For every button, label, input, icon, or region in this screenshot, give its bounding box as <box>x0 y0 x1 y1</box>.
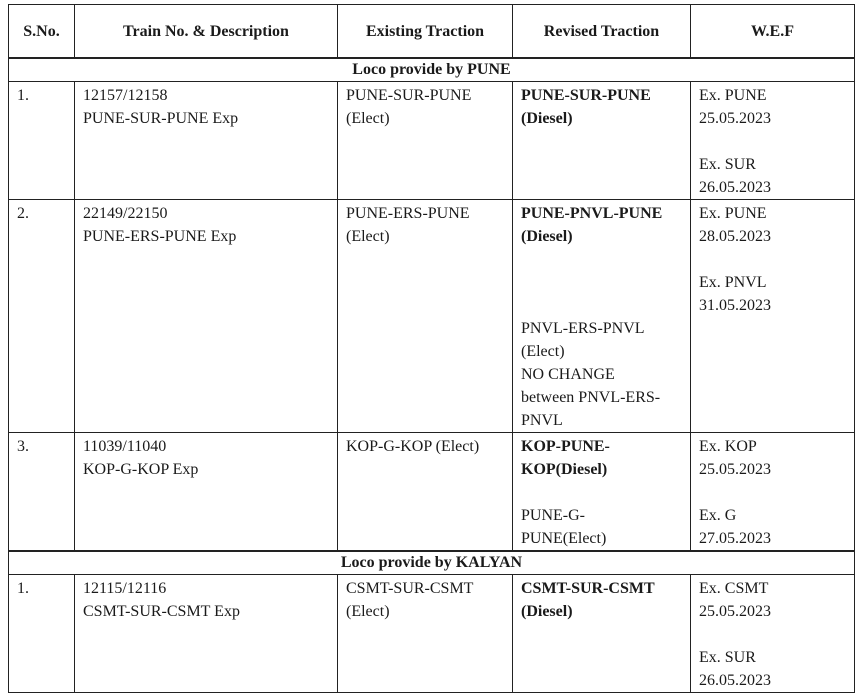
cell-existing <box>338 82 513 200</box>
wef-station-b: Ex. PNVL <box>699 274 767 291</box>
sno-text: 3. <box>17 438 29 455</box>
table-row <box>9 575 855 693</box>
header-sno: S.No. <box>9 5 75 59</box>
wef-station-a: Ex. KOP <box>699 438 757 455</box>
cell-sno <box>9 82 75 200</box>
sno-text: 1. <box>17 87 29 104</box>
section-label-pune: Loco provide by PUNE <box>9 58 855 82</box>
revised-type: (Diesel) <box>521 228 573 245</box>
existing-type: (Elect) <box>346 228 390 245</box>
revised-note: NO CHANGE <box>521 366 615 383</box>
cell-existing <box>338 200 513 433</box>
train-description: KOP-G-KOP Exp <box>83 461 199 478</box>
sno-text: 1. <box>17 580 29 597</box>
train-description: PUNE-SUR-PUNE Exp <box>83 110 239 127</box>
header-existing: Existing Traction <box>338 5 513 59</box>
cell-sno <box>9 200 75 433</box>
wef-date-b: 26.05.2023 <box>699 179 771 196</box>
wef-date-a: 25.05.2023 <box>699 110 771 127</box>
existing-route: CSMT-SUR-CSMT <box>346 580 474 597</box>
train-number: 22149/22150 <box>83 205 168 222</box>
existing-route: KOP-G-KOP (Elect) <box>346 438 480 455</box>
revised-route-2: PUNE-G- <box>521 507 585 524</box>
cell-revised <box>513 200 691 433</box>
cell-wef <box>691 433 855 552</box>
cell-wef <box>691 575 855 693</box>
wef-date-b: 31.05.2023 <box>699 297 771 314</box>
table-row <box>9 82 855 200</box>
header-row <box>9 5 855 59</box>
train-number: 12115/12116 <box>83 580 167 597</box>
cell-revised <box>513 433 691 552</box>
wef-date-a: 25.05.2023 <box>699 603 771 620</box>
existing-type: (Elect) <box>346 603 390 620</box>
traction-table-container <box>8 4 854 693</box>
header-train: Train No. & Description <box>75 5 338 59</box>
revised-route-2: PNVL-ERS-PNVL <box>521 320 645 337</box>
wef-date-a: 25.05.2023 <box>699 461 771 478</box>
wef-station-a: Ex. CSMT <box>699 580 769 597</box>
revised-type: (Diesel) <box>521 110 573 127</box>
sno-text: 2. <box>17 205 29 222</box>
revised-route: PUNE-SUR-PUNE <box>521 87 651 104</box>
wef-date-a: 28.05.2023 <box>699 228 771 245</box>
cell-existing <box>338 433 513 552</box>
table-row <box>9 200 855 433</box>
cell-train <box>75 575 338 693</box>
cell-sno <box>9 433 75 552</box>
header-revised: Revised Traction <box>513 5 691 59</box>
revised-type: KOP(Diesel) <box>521 461 608 478</box>
revised-route: CSMT-SUR-CSMT <box>521 580 655 597</box>
wef-station-b: Ex. SUR <box>699 649 756 666</box>
revised-route: KOP-PUNE- <box>521 438 610 455</box>
revised-route: PUNE-PNVL-PUNE <box>521 205 663 222</box>
wef-date-b: 27.05.2023 <box>699 530 771 547</box>
existing-route: PUNE-SUR-PUNE <box>346 87 472 104</box>
cell-train <box>75 200 338 433</box>
cell-train <box>75 82 338 200</box>
cell-existing <box>338 575 513 693</box>
cell-sno <box>9 575 75 693</box>
wef-station-a: Ex. PUNE <box>699 87 767 104</box>
wef-date-b: 26.05.2023 <box>699 672 771 689</box>
train-number: 12157/12158 <box>83 87 168 104</box>
cell-revised <box>513 575 691 693</box>
cell-wef <box>691 200 855 433</box>
traction-table <box>8 4 855 693</box>
section-label-kalyan: Loco provide by KALYAN <box>9 551 855 575</box>
wef-station-a: Ex. PUNE <box>699 205 767 222</box>
cell-wef <box>691 82 855 200</box>
train-number: 11039/11040 <box>83 438 167 455</box>
wef-station-b: Ex. SUR <box>699 156 756 173</box>
revised-type-2: (Elect) <box>521 343 565 360</box>
revised-type: (Diesel) <box>521 603 573 620</box>
header-wef: W.E.F <box>691 5 855 59</box>
existing-type: (Elect) <box>346 110 390 127</box>
revised-note-3: PNVL <box>521 412 563 429</box>
cell-train <box>75 433 338 552</box>
section-row-kalyan <box>9 551 855 575</box>
section-row-pune <box>9 58 855 82</box>
table-row <box>9 433 855 552</box>
train-description: PUNE-ERS-PUNE Exp <box>83 228 237 245</box>
revised-note-2: between PNVL-ERS- <box>521 389 661 406</box>
cell-revised <box>513 82 691 200</box>
revised-type-2: PUNE(Elect) <box>521 530 607 547</box>
existing-route: PUNE-ERS-PUNE <box>346 205 470 222</box>
wef-station-b: Ex. G <box>699 507 737 524</box>
train-description: CSMT-SUR-CSMT Exp <box>83 603 240 620</box>
